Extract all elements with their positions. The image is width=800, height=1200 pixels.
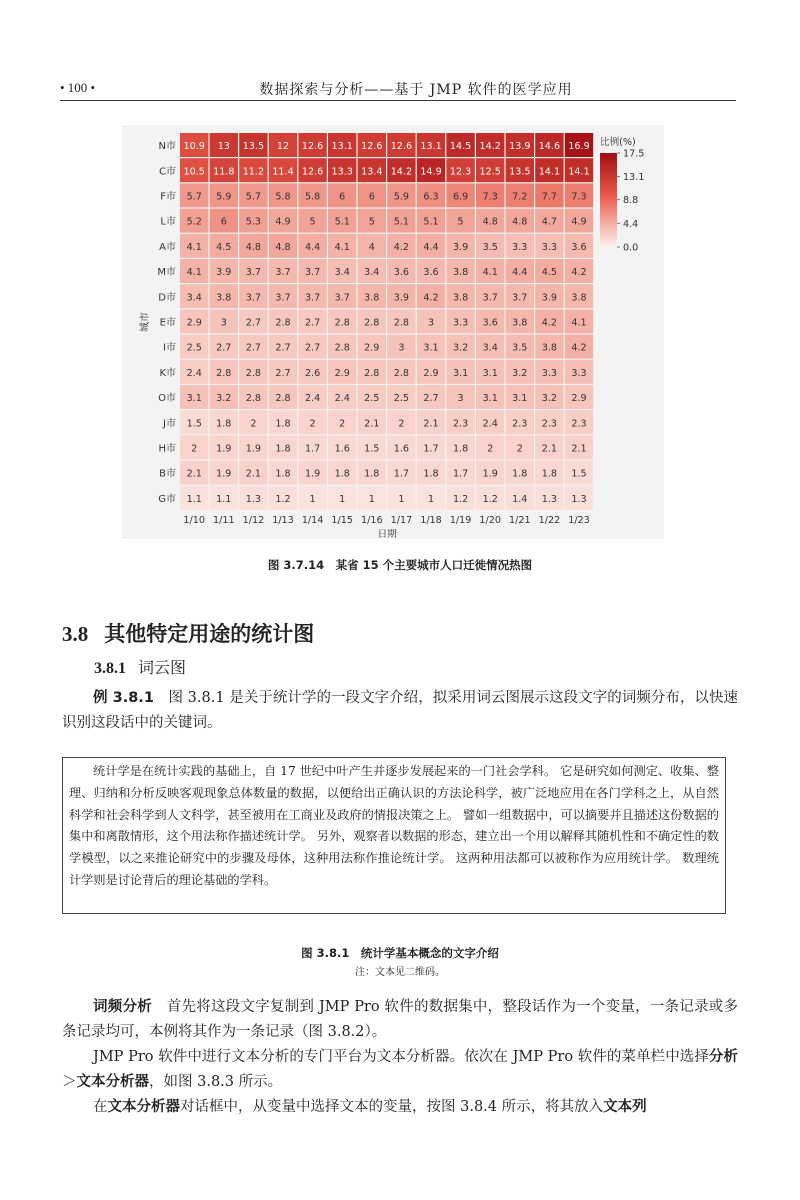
cell-value-label: 3.6 — [571, 241, 587, 253]
cell-value-label: 1.2 — [452, 493, 469, 505]
cell-value-label: 3.7 — [275, 267, 291, 279]
cell-value-label: 13.1 — [331, 141, 353, 153]
cell-value-label: 1.7 — [304, 443, 321, 455]
cell-value-label: 4.5 — [216, 241, 232, 253]
cell-value-label: 1.8 — [423, 468, 439, 480]
cell-value-label: 2.7 — [275, 342, 291, 354]
cell-value-label: 2.3 — [541, 418, 558, 430]
cell-value-label: 3.7 — [304, 267, 321, 279]
cell-value-label: 4.8 — [245, 241, 262, 253]
cell-value-label: 3.3 — [512, 241, 528, 253]
cell-value-label: 3.7 — [482, 292, 498, 304]
section-number: 3.8 — [62, 622, 89, 646]
cell-value-label: 3.6 — [393, 267, 410, 279]
cell-value-label: 3.8 — [571, 292, 587, 304]
cell-value-label: 3.3 — [452, 317, 469, 329]
cell-value-label: 3.8 — [541, 342, 558, 354]
dialog-name: 文本分析器 — [107, 1099, 180, 1115]
cell-value-label: 7.3 — [571, 191, 587, 203]
cell-value-label: 2.1 — [245, 468, 262, 480]
subsection-number: 3.8.1 — [94, 660, 126, 677]
cell-value-label: 6 — [339, 191, 346, 203]
y-tick-label: A市 — [159, 241, 176, 253]
cell-value-label: 4.1 — [186, 267, 202, 279]
cell-value-label: 2.4 — [186, 367, 202, 379]
cell-value-label: 4.1 — [186, 241, 202, 253]
cell-value-label: 14.9 — [420, 166, 442, 178]
cell-value-label: 14.1 — [568, 166, 590, 178]
cell-value-label: 12.6 — [390, 141, 413, 153]
cell-value-label: 2 — [339, 418, 346, 430]
cell-value-label: 11.8 — [213, 166, 235, 178]
y-tick-label: F市 — [160, 191, 176, 203]
x-tick-label: 1/23 — [568, 515, 590, 526]
cell-value-label: 1.5 — [364, 443, 380, 455]
cell-value-label: 7.2 — [512, 191, 528, 203]
figure-caption-3-8-1: 图 3.8.1 统计学基本概念的文字介绍 — [301, 946, 499, 960]
cell-value-label: 1.9 — [216, 443, 232, 455]
cell-value-label: 3.2 — [512, 367, 528, 379]
x-tick-label: 1/10 — [183, 515, 205, 526]
example-label: 例 3.8.1 — [93, 690, 154, 706]
cell-value-label: 5.7 — [245, 191, 262, 203]
cell-value-label: 1 — [398, 493, 405, 505]
y-tick-label: N市 — [158, 141, 176, 153]
subsection-title: 词云图 — [138, 658, 187, 677]
cell-value-label: 2.1 — [186, 468, 202, 480]
cell-value-label: 1.8 — [275, 418, 291, 430]
y-tick-label: G市 — [158, 493, 176, 505]
cell-value-label: 5.1 — [393, 216, 410, 228]
y-tick-label: D市 — [158, 292, 176, 304]
x-tick-label: 1/16 — [361, 515, 383, 526]
figure-note: 注：文本见二维码。 — [355, 967, 445, 978]
dialog-paragraph — [62, 1095, 738, 1120]
cell-value-label: 14.1 — [538, 166, 561, 178]
cell-value-label: 3.7 — [512, 292, 528, 304]
cell-value-label: 2.7 — [275, 367, 291, 379]
colorbar-title: 比例(%) — [600, 137, 636, 148]
dialog-target: 文本列 — [603, 1099, 647, 1115]
cell-value-label: 1 — [427, 493, 435, 505]
cell-value-label: 2.3 — [571, 418, 587, 430]
cell-value-label: 2 — [516, 443, 523, 455]
cell-value-label: 2.9 — [364, 342, 380, 354]
cell-value-label: 4.1 — [482, 267, 498, 279]
cell-value-label: 2.4 — [304, 393, 321, 405]
colorbar-tick-label: 17.5 — [623, 148, 645, 160]
population-migration-heatmap — [122, 125, 664, 539]
cell-value-label: 6.3 — [423, 191, 439, 203]
cell-value-label: 3.2 — [216, 393, 232, 405]
cell-value-label: 5.9 — [216, 191, 232, 203]
y-tick-label: M市 — [157, 267, 176, 279]
cell-value-label: 12.5 — [479, 166, 501, 178]
cell-value-label: 2.7 — [245, 317, 262, 329]
cell-value-label: 1.8 — [334, 468, 350, 480]
cell-value-label: 12.6 — [301, 166, 324, 178]
cell-value-label: 1.8 — [541, 468, 558, 480]
y-tick-label: L市 — [160, 216, 176, 228]
cell-value-label: 2.7 — [304, 342, 321, 354]
cell-value-label: 4.4 — [423, 241, 439, 253]
x-tick-label: 1/18 — [420, 515, 442, 526]
cell-value-label: 1.3 — [571, 493, 587, 505]
colorbar-tick-label: 8.8 — [623, 195, 639, 207]
x-tick-label: 1/12 — [242, 515, 265, 526]
cell-value-label: 3.8 — [216, 292, 232, 304]
cell-value-label: 3.9 — [393, 292, 410, 304]
cell-value-label: 3.1 — [482, 367, 498, 379]
cell-value-label: 14.2 — [390, 166, 413, 178]
cell-value-label: 2.3 — [512, 418, 528, 430]
x-tick-label: 1/22 — [538, 515, 561, 526]
cell-value-label: 3.7 — [334, 292, 350, 304]
cell-value-label: 4.8 — [512, 216, 528, 228]
cell-value-label: 5 — [368, 216, 375, 228]
cell-value-label: 4.2 — [571, 342, 587, 354]
cell-value-label: 2.7 — [304, 317, 321, 329]
cell-value-label: 2.8 — [334, 342, 350, 354]
cell-value-label: 4.9 — [275, 216, 291, 228]
colorbar-tick-label: 13.1 — [623, 172, 645, 184]
cell-value-label: 3.5 — [512, 342, 528, 354]
cell-value-label: 1.2 — [482, 493, 498, 505]
cell-value-label: 3 — [220, 317, 227, 329]
cell-value-label: 3.8 — [512, 317, 528, 329]
cell-value-label: 5 — [457, 216, 464, 228]
cell-value-label: 1.3 — [541, 493, 558, 505]
cell-value-label: 2.5 — [364, 393, 380, 405]
cell-value-label: 1.8 — [216, 418, 232, 430]
running-header — [60, 78, 736, 101]
cell-value-label: 3.8 — [452, 292, 469, 304]
text-explorer-text-b: ，如图 3.8.3 所示。 — [149, 1074, 283, 1090]
x-tick-label: 1/15 — [331, 515, 353, 526]
menu-analyze: 分析 — [708, 1049, 738, 1065]
x-tick-label: 1/14 — [301, 515, 324, 526]
cell-value-label: 13.4 — [361, 166, 383, 178]
cell-value-label: 2.1 — [364, 418, 380, 430]
section-title: 其他特定用途的统计图 — [104, 622, 315, 646]
cell-value-label: 5.2 — [186, 216, 202, 228]
cell-value-label: 5.9 — [393, 191, 410, 203]
cell-value-label: 6 — [220, 216, 227, 228]
colorbar-tick-label: 0.0 — [623, 242, 639, 254]
cell-value-label: 5.1 — [334, 216, 350, 228]
cell-value-label: 2.9 — [571, 393, 587, 405]
cell-value-label: 1.3 — [245, 493, 262, 505]
cell-value-label: 1.8 — [512, 468, 528, 480]
cell-value-label: 1.9 — [245, 443, 262, 455]
cell-value-label: 13.5 — [242, 141, 265, 153]
cell-value-label: 1.9 — [304, 468, 321, 480]
cell-value-label: 2.8 — [245, 393, 262, 405]
cell-value-label: 1.5 — [571, 468, 587, 480]
cell-value-label: 2.8 — [275, 317, 291, 329]
x-tick-label: 1/17 — [390, 515, 413, 526]
cell-value-label: 14.6 — [538, 141, 561, 153]
y-tick-label: C市 — [159, 166, 176, 178]
cell-value-label: 2 — [487, 443, 494, 455]
cell-value-label: 13.5 — [509, 166, 531, 178]
cell-value-label: 2.9 — [334, 367, 350, 379]
cell-value-label: 4.2 — [541, 317, 558, 329]
cell-value-label: 1.8 — [452, 443, 469, 455]
cell-value-label: 1.5 — [186, 418, 202, 430]
y-tick-label: B市 — [159, 468, 176, 480]
cell-value-label: 10.9 — [183, 141, 205, 153]
cell-value-label: 1.9 — [216, 468, 232, 480]
cell-value-label: 3.9 — [541, 292, 558, 304]
cell-value-label: 2.9 — [423, 367, 439, 379]
menu-text-explorer: 文本分析器 — [76, 1074, 149, 1090]
cell-value-label: 6.9 — [452, 191, 469, 203]
cell-value-label: 14.5 — [449, 141, 472, 153]
cell-value-label: 2.8 — [275, 393, 291, 405]
cell-value-label: 4.2 — [571, 267, 587, 279]
x-tick-label: 1/13 — [272, 515, 294, 526]
section-heading — [62, 618, 314, 648]
cell-value-label: 3.7 — [275, 292, 291, 304]
cell-value-label: 3.5 — [482, 241, 498, 253]
cell-value-label: 2.1 — [423, 418, 439, 430]
word-frequency-text: 首先将这段文字复制到 JMP Pro 软件的数据集中，整段话作为一个变量，一条记录或多条记录均可，本例将其作为一条记录（图 3.8.2）。 — [62, 999, 739, 1040]
cell-value-label: 2.3 — [452, 418, 469, 430]
cell-value-label: 14.2 — [479, 141, 501, 153]
cell-value-label: 11.2 — [242, 166, 265, 178]
figure-caption-3-7-14: 图 3.7.14 某省 15 个主要城市人口迁徙情况热图 — [267, 558, 533, 572]
y-tick-label: K市 — [159, 367, 176, 379]
text-explorer-text-a: JMP Pro 软件中进行文本分析的专门平台为文本分析器。依次在 JMP Pro 软件的菜单栏中选择 — [93, 1049, 709, 1065]
x-axis-label: 日期 — [377, 529, 397, 539]
cell-value-label: 5.7 — [186, 191, 202, 203]
cell-value-label: 2.8 — [245, 367, 262, 379]
cell-value-label: 3.6 — [482, 317, 498, 329]
cell-value-label: 4.9 — [571, 216, 587, 228]
cell-value-label: 4.2 — [423, 292, 439, 304]
cell-value-label: 1.4 — [512, 493, 528, 505]
cell-value-label: 2 — [309, 418, 316, 430]
dialog-text-a: 在 — [93, 1099, 108, 1115]
y-axis-label: 城市 — [140, 312, 151, 332]
menu-separator: ＞ — [62, 1074, 77, 1090]
cell-value-label: 4.4 — [512, 267, 528, 279]
cell-value-label: 2.8 — [393, 317, 410, 329]
cell-value-label: 2.7 — [423, 393, 439, 405]
cell-value-label: 2.8 — [364, 367, 380, 379]
cell-value-label: 2.1 — [541, 443, 558, 455]
cell-value-label: 3.4 — [364, 267, 380, 279]
cell-value-label: 3.7 — [304, 292, 321, 304]
cell-value-label: 2.5 — [186, 342, 202, 354]
cell-value-label: 5.1 — [423, 216, 439, 228]
cell-value-label: 5.3 — [245, 216, 262, 228]
cell-value-label: 2.8 — [393, 367, 410, 379]
cell-value-label: 3 — [398, 342, 405, 354]
cell-value-label: 1 — [309, 493, 316, 505]
cell-value-label: 3.8 — [452, 267, 469, 279]
cell-value-label: 4.5 — [541, 267, 558, 279]
cell-value-label: 4.8 — [275, 241, 291, 253]
cell-value-label: 1.8 — [275, 443, 291, 455]
cell-value-label: 1.1 — [216, 493, 232, 505]
cell-value-label: 5.8 — [275, 191, 291, 203]
cell-value-label: 5 — [309, 216, 316, 228]
cell-value-label: 3.3 — [541, 367, 558, 379]
cell-value-label: 2.4 — [482, 418, 498, 430]
text-explorer-paragraph — [62, 1045, 738, 1095]
y-tick-label: I市 — [163, 342, 176, 354]
cell-value-label: 1.8 — [364, 468, 380, 480]
cell-value-label: 12.6 — [361, 141, 383, 153]
cell-value-label: 13.9 — [509, 141, 531, 153]
cell-value-label: 3.3 — [571, 367, 587, 379]
example-paragraph — [62, 686, 738, 736]
cell-value-label: 2 — [398, 418, 405, 430]
cell-value-label: 12 — [276, 141, 290, 153]
y-tick-label: H市 — [158, 443, 176, 455]
cell-value-label: 3.6 — [423, 267, 439, 279]
cell-value-label: 1 — [339, 493, 346, 505]
x-tick-label: 1/20 — [479, 515, 501, 526]
cell-value-label: 3.4 — [334, 267, 350, 279]
cell-value-label: 3.9 — [216, 267, 232, 279]
cell-value-label: 4.1 — [571, 317, 587, 329]
cell-value-label: 2.8 — [364, 317, 380, 329]
cell-value-label: 3.4 — [482, 342, 498, 354]
cell-value-label: 4.8 — [482, 216, 498, 228]
cell-value-label: 4.4 — [304, 241, 321, 253]
cell-value-label: 2.4 — [334, 393, 350, 405]
y-tick-label: J市 — [163, 418, 176, 430]
cell-value-label: 11.4 — [272, 166, 294, 178]
dialog-text-b: 对话框中，从变量中选择文本的变量，按图 3.8.4 所示，将其放入 — [180, 1099, 604, 1115]
cell-value-label: 16.9 — [568, 141, 590, 153]
cell-value-label: 12.3 — [449, 166, 472, 178]
cell-value-label: 1.1 — [186, 493, 202, 505]
cell-value-label: 7.3 — [482, 191, 498, 203]
word-frequency-paragraph — [62, 995, 738, 1045]
cell-value-label: 4.2 — [393, 241, 410, 253]
cell-value-label: 3.1 — [423, 342, 439, 354]
cell-value-label: 2 — [250, 418, 257, 430]
cell-value-label: 3 — [427, 317, 435, 329]
cell-value-label: 1 — [368, 493, 375, 505]
y-tick-label: E市 — [159, 317, 176, 329]
word-frequency-label: 词频分析 — [93, 999, 152, 1015]
x-tick-label: 1/19 — [449, 515, 472, 526]
colorbar-tick-label: 4.4 — [623, 218, 639, 230]
cell-value-label: 3.7 — [245, 267, 262, 279]
cell-value-label: 13.3 — [331, 166, 353, 178]
cell-value-label: 3.3 — [541, 241, 558, 253]
subsection-heading — [94, 655, 186, 678]
cell-value-label: 1.8 — [275, 468, 291, 480]
cell-value-label: 10.5 — [183, 166, 205, 178]
cell-value-label: 3.1 — [512, 393, 528, 405]
cell-value-label: 2.8 — [334, 317, 350, 329]
cell-value-label: 5.8 — [304, 191, 321, 203]
cell-value-label: 4.7 — [541, 216, 558, 228]
cell-value-label: 2.5 — [393, 393, 410, 405]
cell-value-label: 2 — [191, 443, 198, 455]
statistics-text-box: 统计学是在统计实践的基础上，自 17 世纪中叶产生并逐步发展起来的一门社会学科。 它是研究如何测定、收集、整理、归纳和分析反映客观现象总体数量的数据，以便给出正确认识的方法论科学，被广泛地应用在各门学科之上，从自然科学和社会科学到人文科学，甚至被用在工商业及政府的情报决策之上。 譬如一组数据中，可以摘要并且描述这份数据的集中和离散情形，这个用法称作描述统计学。 另外，观察者以数据的形态，建立出一个用以解释其随机性和不确定性的数学模型，以之来推论研究中的步骤及母体，这种用法称作推论统计学。 这两种用法都可以被称作为应用统计学。 数理统计学则是讨论背后的理论基础的学科。 — [62, 757, 726, 914]
cell-value-label: 1.6 — [393, 443, 410, 455]
page-number: • 100 • — [60, 80, 96, 95]
colorbar — [600, 153, 617, 247]
cell-value-label: 3.8 — [364, 292, 380, 304]
cell-value-label: 3.1 — [452, 367, 469, 379]
cell-value-label: 1.9 — [482, 468, 498, 480]
cell-value-label: 3.2 — [452, 342, 469, 354]
y-tick-label: O市 — [158, 393, 176, 405]
cell-value-label: 12.6 — [301, 141, 324, 153]
cell-value-label: 6 — [368, 191, 375, 203]
cell-value-label: 1.7 — [423, 443, 439, 455]
cell-value-label: 3.1 — [186, 393, 202, 405]
cell-value-label: 2.1 — [571, 443, 587, 455]
cell-value-label: 2.8 — [216, 367, 232, 379]
cell-value-label: 4.1 — [334, 241, 350, 253]
cell-value-label: 13.1 — [420, 141, 442, 153]
cell-value-label: 3.7 — [245, 292, 262, 304]
cell-value-label: 3.9 — [452, 241, 469, 253]
cell-value-label: 3.2 — [541, 393, 558, 405]
x-tick-label: 1/11 — [213, 515, 235, 526]
cell-value-label: 4 — [368, 241, 375, 253]
cell-value-label: 2.7 — [216, 342, 232, 354]
cell-value-label: 1.7 — [393, 468, 410, 480]
example-text: 图 3.8.1 是关于统计学的一段文字介绍，拟采用词云图展示这段文字的词频分布，以快速识别这段话中的关键词。 — [62, 690, 739, 731]
cell-value-label: 3 — [457, 393, 464, 405]
cell-value-label: 1.7 — [452, 468, 469, 480]
cell-value-label: 13 — [217, 141, 230, 153]
cell-value-label: 2.6 — [304, 367, 321, 379]
cell-value-label: 7.7 — [541, 191, 558, 203]
cell-value-label: 3.4 — [186, 292, 202, 304]
cell-value-label: 1.6 — [334, 443, 350, 455]
cell-value-label: 2.7 — [245, 342, 262, 354]
cell-value-label: 3.1 — [482, 393, 498, 405]
x-tick-label: 1/21 — [509, 515, 531, 526]
cell-value-label: 2.9 — [186, 317, 202, 329]
cell-value-label: 1.2 — [275, 493, 291, 505]
book-title: 数据探索与分析——基于 JMP 软件的医学应用 — [259, 82, 573, 98]
